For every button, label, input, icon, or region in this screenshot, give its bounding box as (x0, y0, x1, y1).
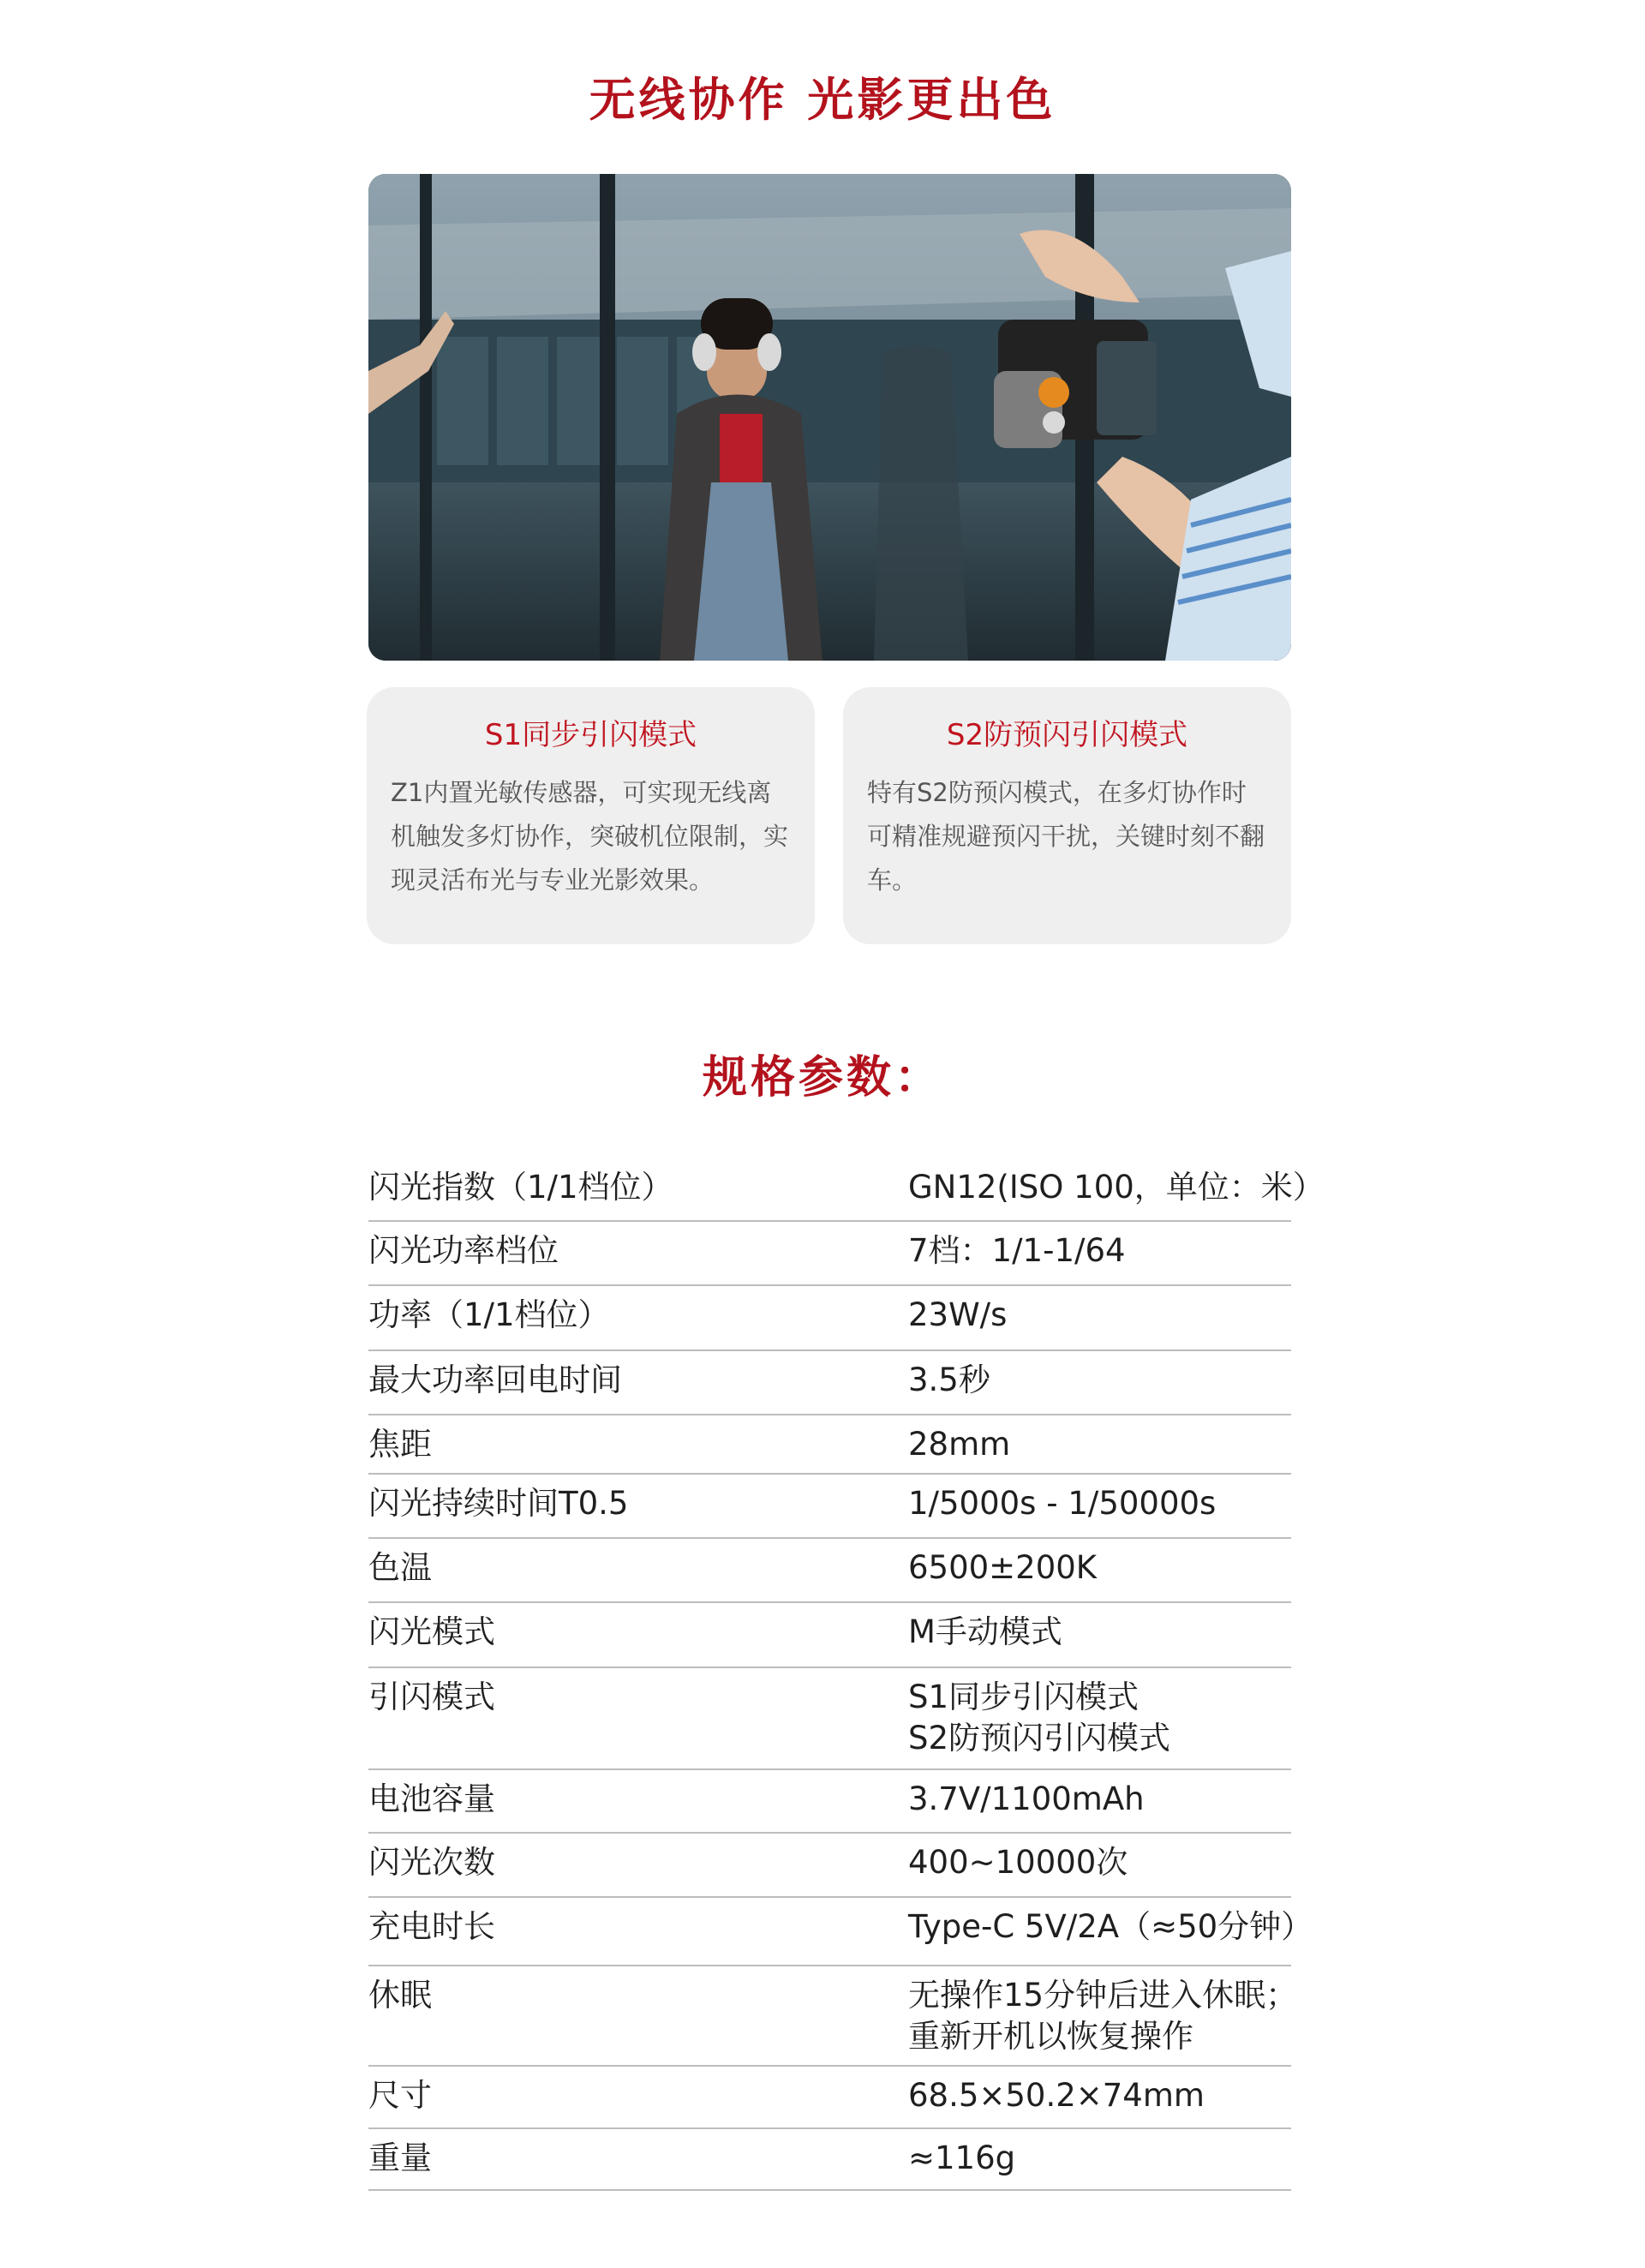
spec-row (368, 1475, 1291, 1539)
photo-illustration (368, 174, 1291, 661)
spec-value: 3.5秒 (908, 1361, 990, 1398)
feature-card-text: 特有S2防预闪模式，在多灯协作时可精准规避预闪干扰，关键时刻不翻车。 (867, 778, 1265, 895)
feature-card-text: Z1内置光敏传感器，可实现无线离机触发多灯协作，突破机位限制，实现灵活布光与专业光影效果。 (391, 778, 789, 895)
spec-value: Type-C 5V/2A（≈50分钟） (908, 1908, 1313, 1945)
spec-row (368, 1966, 1298, 2067)
spec-value: S1同步引闪模式 S2防预闪引闪模式 (908, 1679, 1171, 1756)
spec-row (368, 1222, 1291, 1286)
spec-value: 3.7V/1100mAh (908, 1780, 1145, 1817)
spec-value: 23W/s (908, 1296, 1008, 1333)
spec-row (368, 1834, 1291, 1898)
spec-row (368, 1158, 1325, 1222)
spec-row (368, 2129, 1291, 2191)
spec-label: 闪光功率档位 (368, 1232, 559, 1269)
spec-row (368, 1539, 1291, 1603)
spec-value: M手动模式 (908, 1613, 1062, 1650)
feature-card-title: S2防预闪引闪模式 (946, 718, 1188, 752)
spec-label: 最大功率回电时间 (368, 1361, 622, 1398)
spec-value: 7档：1/1-1/64 (908, 1232, 1126, 1269)
product-photo (368, 174, 1291, 661)
spec-row (368, 1286, 1291, 1351)
spec-row (368, 1898, 1313, 1966)
spec-value: 400~10000次 (908, 1844, 1128, 1881)
spec-label: 闪光指数（1/1档位） (368, 1169, 673, 1206)
spec-value: 6500±200K (908, 1549, 1098, 1586)
spec-label: 闪光模式 (368, 1613, 495, 1650)
spec-label: 重量 (368, 2139, 432, 2176)
spec-value: 1/5000s - 1/50000s (908, 1485, 1217, 1522)
spec-row (368, 1603, 1291, 1668)
spec-row (368, 2067, 1291, 2129)
spec-value: 28mm (908, 1426, 1011, 1463)
spec-label: 引闪模式 (368, 1679, 495, 1715)
spec-label: 闪光持续时间T0.5 (368, 1485, 629, 1522)
hero-title: 无线协作 光影更出色 (589, 72, 1056, 127)
spec-label: 闪光次数 (368, 1844, 495, 1881)
spec-row (368, 1351, 1291, 1415)
spec-value: 无操作15分钟后进入休眠； 重新开机以恢复操作 (908, 1977, 1298, 2055)
spec-value: 68.5×50.2×74mm (908, 2077, 1205, 2114)
feature-card-s2 (843, 687, 1291, 944)
spec-title: 规格参数： (702, 1051, 942, 1104)
feature-card-s1 (367, 687, 815, 944)
spec-table (368, 1158, 1325, 2191)
spec-row (368, 1770, 1291, 1834)
feature-card-title: S1同步引闪模式 (484, 718, 697, 752)
spec-label: 休眠 (368, 1977, 432, 2014)
spec-label: 尺寸 (368, 2077, 432, 2114)
spec-label: 色温 (368, 1549, 432, 1586)
spec-row (368, 1415, 1291, 1475)
spec-label: 电池容量 (368, 1780, 495, 1817)
spec-row (368, 1668, 1291, 1770)
spec-label: 焦距 (368, 1426, 432, 1463)
spec-label: 功率（1/1档位） (368, 1296, 610, 1333)
spec-value: ≈116g (908, 2139, 1016, 2176)
spec-label: 充电时长 (368, 1908, 495, 1945)
spec-value: GN12(ISO 100，单位：米） (908, 1169, 1325, 1206)
